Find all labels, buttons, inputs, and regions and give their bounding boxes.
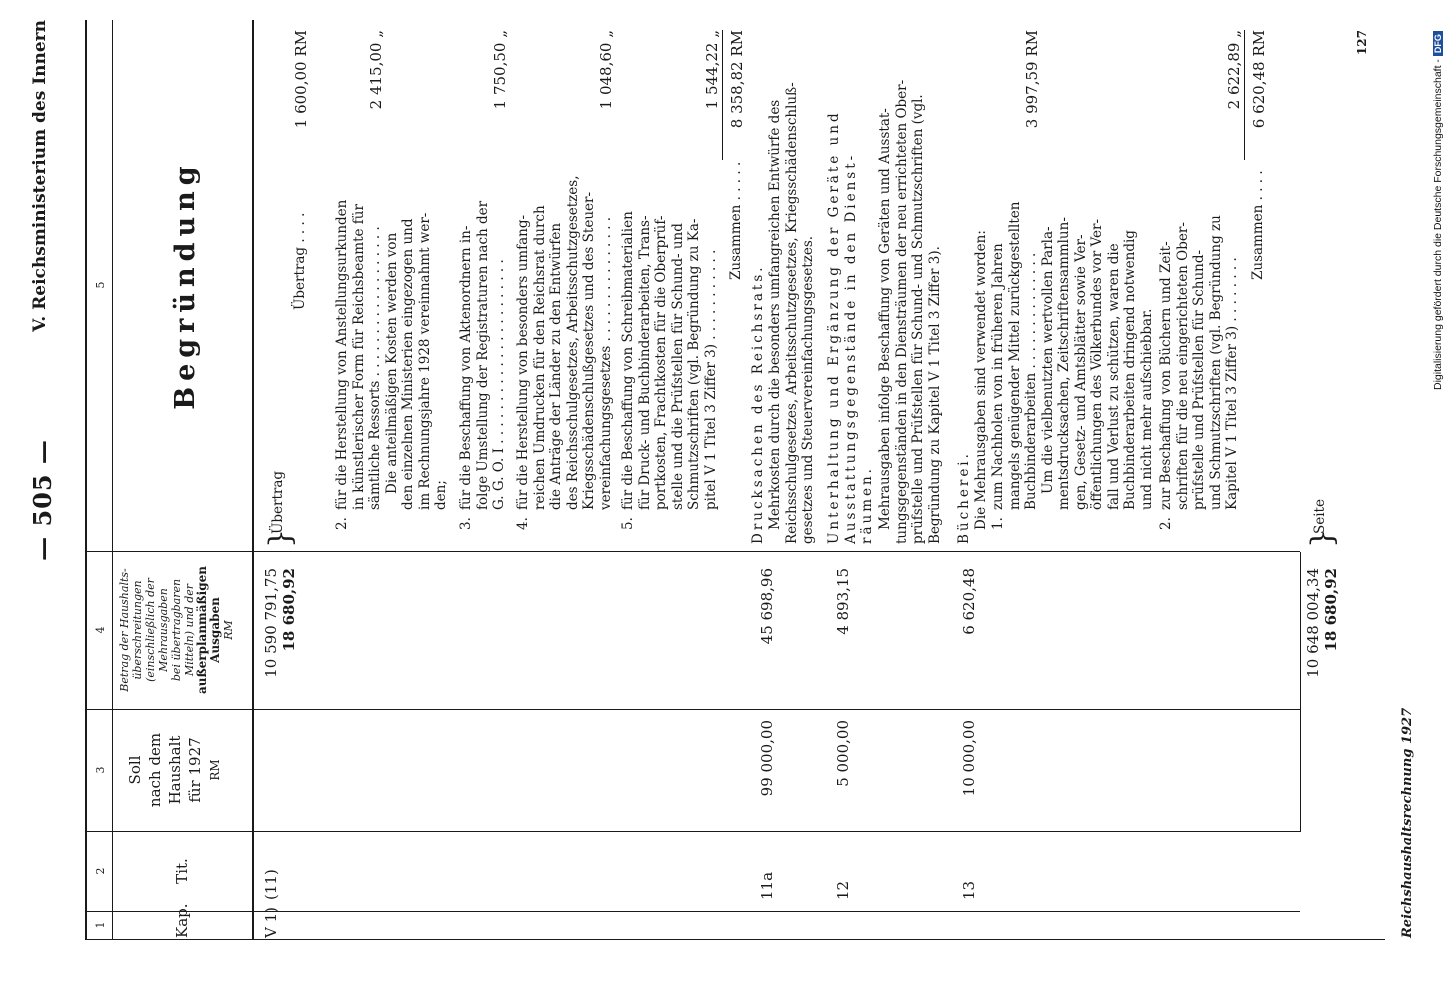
seite-amount-ap: 18 680,92	[1322, 568, 1340, 652]
item2-amount: 2 415,00 „	[367, 30, 385, 110]
zusammen2-amount: 6 620,48 RM	[1250, 30, 1268, 129]
col-begruendung-header: Begründung	[170, 160, 201, 410]
colno-2: 2	[94, 867, 107, 875]
col-kap-header: Kap.	[173, 903, 191, 938]
betrag-11a: 45 698,96	[758, 568, 776, 645]
betrag-12: 4 893,15	[834, 568, 852, 635]
sub1-number: 1.	[990, 517, 1006, 530]
title-13: Bücherei.	[956, 451, 972, 544]
sub2-text: zur Beschaffung von Büchern und Zeit- schriften für die neu eingerichteten Ober- prüfstelle und Prüfstellen für Schund- und Schmutzschriften (vgl. Begründung zu Kapitel V 1 Titel 3 Ziffer 3) . . . . . . . .	[1158, 215, 1240, 510]
colno-4: 4	[94, 626, 107, 634]
soll-11a: 99 000,00	[758, 720, 776, 797]
item4-text: für die Herstellung von besonders umfang- reichen Umdrucken für den Reichsrat durch die Anträge der Länder zu den Entwürfen des Reichsschulgesetzes, Arbeitsschutzgesetzes, Kriegsschädenschlußgesetzes und des Steuer- vereinfachungsgesetzes . . . . . . . . . . . . . . .	[515, 175, 614, 510]
item3-text: für die Beschaffung von Aktenordnern in- folge Umstellung der Registraturen nach der G. G. O. I . . . . . . . . . . . . . . . . . . . . . .	[458, 200, 507, 510]
item4-number: 4.	[515, 517, 531, 530]
seite-sum-rule	[1300, 552, 1301, 832]
item4-amount: 1 048,60 „	[597, 30, 615, 110]
brace-uebertrag: }	[263, 528, 298, 548]
item2-number: 2.	[334, 517, 350, 530]
item2-text: für die Herstellung von Anstellungsurkunden in künstlerischer Form für Reichsbeamte für sämtliche Ressorts . . . . . . . . . . . . . . . . . . Die anteilmäßigen Kosten werden von den einzelnen Ministerien eingezogen und im Rechnungsjahre 1928 vereinnahmt wer- den;	[334, 199, 449, 510]
dfg-note-text: Digitalisierung gefördert durch die Deutsche Forschungsgemeinschaft -	[1432, 59, 1444, 390]
colno-3: 3	[94, 766, 107, 774]
sub2-amount: 2 622,89 „	[1225, 30, 1243, 110]
betrag-13: 6 620,48	[960, 568, 978, 635]
zusammen1-amount: 8 358,82 RM	[728, 30, 746, 129]
col2-rule	[85, 831, 1300, 832]
sub2-sum-rule	[1244, 30, 1245, 160]
left-edge-rule	[85, 939, 1385, 940]
col-soll-header: Soll nach dem Haushalt für 1927 RM	[126, 732, 222, 808]
sub1-amount: 3 997,59 RM	[1023, 30, 1041, 129]
item5-number: 5.	[620, 517, 636, 530]
item5-amount: 1 544,22 „	[703, 30, 721, 110]
uebertrag-top-amount: 1 600,00 RM	[292, 30, 310, 129]
page-number: — 505 —	[28, 439, 57, 561]
colno-1: 1	[94, 921, 107, 929]
item3-number: 3.	[458, 517, 474, 530]
zusammen2-label: Zusammen . . . .	[1250, 170, 1266, 280]
tit-value-13: 13	[960, 880, 978, 900]
kap-value: V 1)	[262, 907, 280, 938]
brace-seite: }	[1305, 528, 1340, 548]
tit-value-11a: 11a	[758, 871, 776, 900]
sub1-text: zum Nachholen von in früheren Jahren mangels genügender Mittel zurückgestellten Buchbinderarbeiten . . . . . . . . . . . . . . Um die vielbenutzten wertvollen Parla- mentsdrucksachen, Zeitschriftensammlun- gen, Gesetz- und Amtsblätter sowie Ver- öffentlichungen des Völkerbundes vor Ver- fall und Verlust zu schützen, waren die Buchbinderarbeiten dringend notwendig und nicht mehr aufschiebbar.	[990, 201, 1155, 510]
col-tit-header: Tit.	[173, 858, 191, 884]
uebertrag-amount-ap: 18 680,92	[280, 568, 298, 652]
table-top-rule	[85, 20, 87, 940]
header-bottom-rule	[252, 20, 254, 940]
ministry-header: V. Reichsministerium des Innern	[30, 20, 50, 332]
seite-label: Seite	[1312, 499, 1328, 534]
text-11a: Mehrkosten durch die besonders umfangreichen Entwürfe des Reichsschulgesetzes, Arbeitsschutzgesetzes, Kriegsschädenschluß- gesetzes und Steuervereinfachungsgesetzes.	[767, 82, 816, 544]
col4-rule	[85, 551, 1300, 552]
dfg-logo: DFG	[1433, 31, 1443, 56]
item5-sum-rule	[722, 30, 723, 160]
uebertrag-label: Übertrag	[270, 470, 286, 534]
title-12: Unterhaltung und Ergänzung der Geräte und Ausstattungsgegenstände in den Dienst- räumen.	[826, 110, 875, 544]
item5-text: für die Beschaffung von Schreibmaterialien für Druck- und Buchbinderarbeiten, Trans- portkosten, Frachtkosten für die Oberprüf- stelle und die Prüfstellen für Schund- und Schmutzschriften (vgl. Begründung zu Ka- pitel V 1 Titel 3 Ziffer 3) . . . . . . . . . . .	[620, 211, 719, 510]
footer-page-number: 127	[1355, 30, 1369, 56]
soll-13: 10 000,00	[960, 720, 978, 797]
item3-amount: 1 750,50 „	[491, 30, 509, 110]
uebertrag-amount: 10 590 791,75	[262, 568, 280, 678]
soll-12: 5 000,00	[834, 720, 852, 787]
sub2-number: 2.	[1158, 517, 1174, 530]
colnum-rule	[112, 20, 113, 940]
colno-5: 5	[94, 281, 107, 289]
title-11a: Drucksachen des Reichsrats.	[750, 264, 766, 544]
uebertrag-top-label: Übertrag . . . .	[292, 212, 308, 310]
intro-13: Die Mehrausgaben sind verwendet worden:	[973, 230, 989, 530]
text-12: Mehrausgaben infolge Beschaffung von Geräten und Ausstat- tungsgegenständen in den Diensträumen der neu errichteten Ober- prüfstelle und Prüfstellen für Schund- und Schmutzschriften (vgl. Begründung zu Kapitel V 1 Titel 3 Ziffer 3).	[877, 79, 943, 544]
col3-rule	[85, 709, 1300, 710]
zusammen1-label: Zusammen . . . . .	[728, 161, 744, 280]
tit-value-11: (11)	[262, 869, 280, 900]
dfg-funding-note	[1418, 10, 1444, 390]
footer-title: Reichshaushaltsrechnung 1927	[1400, 707, 1415, 938]
col-betrag-header: Betrag der Haushalts- überschreitungen (einschließlich der Mehrausgaben bei übertragbaren Mitteln) und der außerplanmäßigen Ausgaben RM	[118, 566, 235, 694]
tit-value-12: 12	[834, 880, 852, 900]
seite-amount: 10 648 004,34	[1304, 568, 1322, 678]
